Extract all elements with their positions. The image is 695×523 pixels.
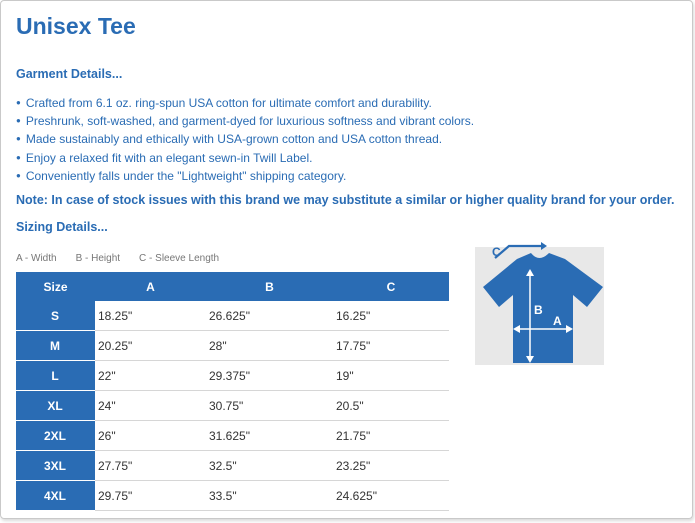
size-chart-table — [16, 272, 449, 511]
width-cell: 27.75" — [95, 451, 206, 481]
width-cell: 29.75" — [95, 481, 206, 511]
sleeve-cell: 20.5" — [333, 391, 449, 421]
tshirt-measurement-diagram — [475, 241, 604, 365]
size-cell: 3XL — [16, 451, 95, 481]
sleeve-cell: 17.75" — [333, 331, 449, 361]
size-cell: S — [16, 301, 95, 331]
sleeve-cell: 16.25" — [333, 301, 449, 331]
sizing-details-heading: Sizing Details... — [16, 220, 108, 234]
size-cell: XL — [16, 391, 95, 421]
width-cell: 24" — [95, 391, 206, 421]
list-item: ● Made sustainably and ethically with USA-grown cotton and USA cotton thread. — [16, 130, 474, 148]
size-cell: L — [16, 361, 95, 391]
size-cell: M — [16, 331, 95, 361]
height-cell: 26.625" — [206, 301, 333, 331]
column-header-b: B — [206, 272, 333, 301]
garment-details-list — [16, 94, 474, 185]
table-header-row — [16, 272, 449, 301]
width-cell: 22" — [95, 361, 206, 391]
height-cell: 30.75" — [206, 391, 333, 421]
list-item: ● Enjoy a relaxed fit with an elegant sewn-in Twill Label. — [16, 149, 474, 167]
list-item: ● Conveniently falls under the "Lightweight" shipping category. — [16, 167, 474, 185]
page-title: Unisex Tee — [16, 13, 136, 39]
sleeve-cell: 19" — [333, 361, 449, 391]
width-cell: 20.25" — [95, 331, 206, 361]
label-c: C — [492, 245, 501, 259]
label-b: B — [534, 303, 543, 317]
height-cell: 29.375" — [206, 361, 333, 391]
list-item: ● Preshrunk, soft-washed, and garment-dyed for luxurious softness and vibrant colors. — [16, 112, 474, 130]
height-cell: 32.5" — [206, 451, 333, 481]
sleeve-cell: 21.75" — [333, 421, 449, 451]
legend-item-sleeve: C - Sleeve Length — [139, 253, 220, 264]
stock-note: Note: In case of stock issues with this brand we may substitute a similar or higher quality brand for your order. — [16, 193, 675, 207]
size-cell: 2XL — [16, 421, 95, 451]
sleeve-cell: 24.625" — [333, 481, 449, 511]
height-cell: 33.5" — [206, 481, 333, 511]
table-row — [16, 361, 449, 391]
legend-item-width: A - Width — [16, 253, 57, 264]
width-cell: 26" — [95, 421, 206, 451]
column-header-size: Size — [16, 272, 95, 301]
table-row — [16, 331, 449, 361]
garment-details-heading: Garment Details... — [16, 67, 123, 81]
sleeve-cell: 23.25" — [333, 451, 449, 481]
column-header-a: A — [95, 272, 206, 301]
height-cell: 28" — [206, 331, 333, 361]
width-cell: 18.25" — [95, 301, 206, 331]
height-cell: 31.625" — [206, 421, 333, 451]
list-item: ● Crafted from 6.1 oz. ring-spun USA cotton for ultimate comfort and durability. — [16, 94, 474, 112]
table-row — [16, 391, 449, 421]
column-header-c: C — [333, 272, 449, 301]
size-cell: 4XL — [16, 481, 95, 511]
label-a: A — [553, 314, 562, 328]
table-row — [16, 301, 449, 331]
measurement-legend — [16, 253, 219, 264]
table-row — [16, 451, 449, 481]
table-row — [16, 421, 449, 451]
table-row — [16, 481, 449, 511]
legend-item-height: B - Height — [75, 253, 121, 264]
